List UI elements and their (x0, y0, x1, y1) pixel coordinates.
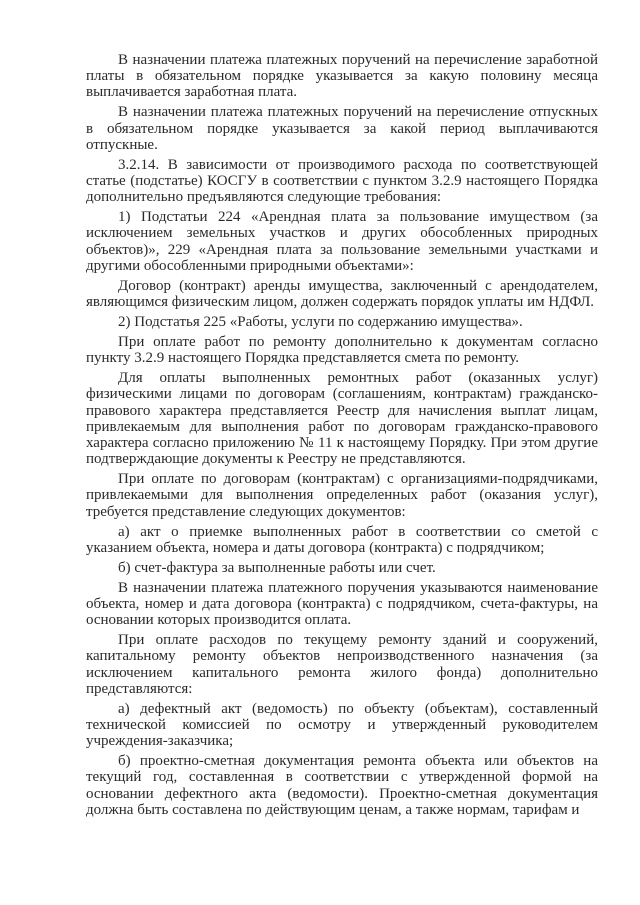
paragraph-lease-contract-ndfl: Договор (контракт) аренды имущества, заключенный с арендодателем, являющимся физическим лицом, должен содержать порядок уплаты им НДФЛ. (86, 277, 598, 311)
paragraph-contractor-documents: При оплате по договорам (контрактам) с организациями-подрядчиками, привлекаемыми для выполнения определенных работ (оказания услуг), требуется представление следующих документов: (86, 471, 598, 520)
paragraph-substatya-225: 2) Подстатья 225 «Работы, услуги по содержанию имущества». (118, 314, 523, 331)
paragraph-repair-estimate: При оплате работ по ремонту дополнительно к документам согласно пункту 3.2.9 настоящего Порядка представляется смета по ремонту. (86, 334, 598, 367)
paragraph-substatya-224-229: 1) Подстатьи 224 «Арендная плата за пользование имуществом (за исключением земельных участков и других обособленных природных объектов)», 229 «Арендная плата за пользование земельными участками и другими обособленными природными объектами»: (86, 209, 598, 274)
paragraph-vacation-payment-purpose: В назначении платежа платежных поручений на перечисление отпускных в обязательном порядке указывается за какой период выплачиваются отпускные. (86, 104, 598, 153)
list-item-design-estimate: б) проектно-сметная документация ремонта объекта или объектов на текущий год, составленная в соответствии с утвержденной формой на основании дефектного акта (ведомости). Проектно-сметная документация должна быть составлена по действующим ценам, а также нормам, тарифам и (86, 753, 598, 818)
list-item-defect-act: а) дефектный акт (ведомость) по объекту (объектам), составленный технической комиссией по осмотру и утвержденный руководителем учреждения-заказчика; (86, 700, 598, 750)
document-page (86, 52, 598, 822)
paragraph-salary-payment-purpose: В назначении платежа платежных поручений на перечисление заработной платы в обязательном порядке указывается за какую половину месяца выплачивается заработная плата. (86, 52, 598, 101)
list-item-invoice: б) счет-фактура за выполненные работы или счет. (118, 559, 436, 576)
paragraph-individuals-registry: Для оплаты выполненных ремонтных работ (оказанных услуг) физическими лицами по договорам (соглашениям, контрактам) гражданско-правового характера представляется Реестр для начисления выплат лицам, привлекаемым для выполнения работ по договорам гражданско-правового характера согласно приложению № 11 к настоящему Порядку. При этом другие подтверждающие документы к Реестру не представляются. (86, 370, 598, 468)
paragraph-3-2-14-intro: 3.2.14. В зависимости от производимого расхода по соответствующей статье (подстатье) КОСГУ в соответствии с пунктом 3.2.9 настоящего Порядка дополнительно предъявляются следующие требования: (86, 156, 598, 206)
paragraph-payment-purpose-object: В назначении платежа платежного поручения указываются наименование объекта, номер и дата договора (контракта) с подрядчиком, счета-фактуры, на основании которых производится оплата. (86, 579, 598, 629)
list-item-acceptance-act: а) акт о приемке выполненных работ в соответствии со сметой с указанием объекта, номера и даты договора (контракта) с подрядчиком; (86, 523, 598, 556)
paragraph-current-repair-expenses: При оплате расходов по текущему ремонту зданий и сооружений, капитальному ремонту объектов непроизводственного назначения (за исключением капитального ремонта жилого фонда) дополнительно представляются: (86, 632, 598, 697)
